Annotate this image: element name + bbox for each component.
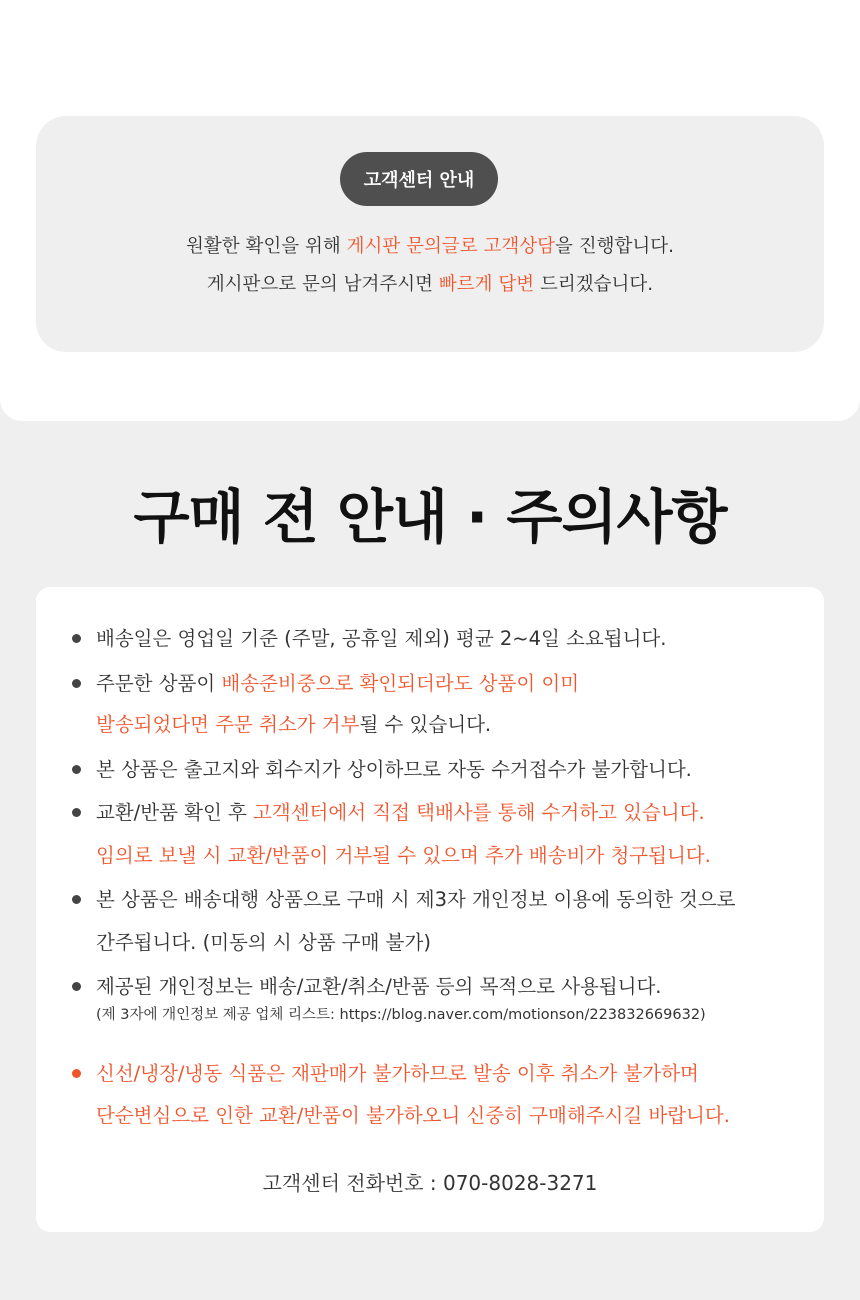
line-text: 을 진행합니다.: [554, 236, 674, 257]
customer-center-line-1: [36, 232, 824, 258]
line-highlight: 고객센터에서 직접 택배사를 통해 수거하고 있습니다.: [253, 801, 705, 824]
notice-item-5-line-2: 간주됩니다. (미동의 시 상품 구매 불가): [96, 931, 431, 954]
bullet-icon: [72, 679, 81, 688]
line-highlight: 배송준비중으로 확인되더라도 상품이 이미: [221, 672, 580, 695]
notice-title: 구매 전 안내 · 주의사항: [133, 483, 727, 551]
line-text: 원활한 확인을 위해: [186, 236, 347, 257]
line-highlight: 빠르게 답변: [438, 274, 535, 295]
notice-item-6-sub: (제 3자에 개인정보 제공 업체 리스트: https://blog.naver.com/motionson/223832669632): [96, 1007, 706, 1023]
notice-item-3: 본 상품은 출고지와 회수지가 상이하므로 자동 수거접수가 불가합니다.: [96, 758, 692, 781]
bullet-icon: [72, 982, 81, 991]
customer-center-phone: 고객센터 전화번호 : 070-8028-3271: [262, 1171, 598, 1195]
notice-item-7-line-1: 신선/냉장/냉동 식품은 재판매가 불가하므로 발송 이후 취소가 불가하며: [96, 1062, 699, 1085]
notice-item-2-line-2: [96, 715, 491, 735]
bullet-icon: [72, 634, 81, 643]
line-text: 주문한 상품이: [96, 672, 222, 695]
line-text: 될 수 있습니다.: [359, 713, 492, 736]
line-highlight: 발송되었다면 주문 취소가 거부: [96, 713, 360, 736]
line-highlight: 게시판 문의글로 고객상담: [346, 236, 555, 257]
notice-item-4-line-2: 임의로 보낼 시 교환/반품이 거부될 수 있으며 추가 배송비가 청구됩니다.: [96, 844, 711, 867]
customer-center-line-2: [36, 270, 824, 296]
line-text: 교환/반품 확인 후: [96, 801, 254, 824]
notice-item-7-line-2: 단순변심으로 인한 교환/반품이 불가하오니 신중히 구매해주시길 바랍니다.: [96, 1104, 730, 1127]
notice-item-1: 배송일은 영업일 기준 (주말, 공휴일 제외) 평균 2~4일 소요됩니다.: [96, 627, 667, 650]
line-text: 드리겠습니다.: [534, 274, 654, 295]
notice-item-4-line-1: [96, 803, 705, 823]
customer-center-badge: 고객센터 안내: [340, 152, 498, 206]
line-text: 게시판으로 문의 남겨주시면: [206, 274, 439, 295]
notice-item-6-line-1: 제공된 개인정보는 배송/교환/취소/반품 등의 목적으로 사용됩니다.: [96, 975, 662, 998]
bullet-icon: [72, 895, 81, 904]
notice-item-5-line-1: 본 상품은 배송대행 상품으로 구매 시 제3자 개인정보 이용에 동의한 것으로: [96, 888, 736, 911]
bullet-icon: [72, 1069, 81, 1078]
bullet-icon: [72, 808, 81, 817]
bullet-icon: [72, 765, 81, 774]
notice-item-2-line-1: [96, 674, 579, 694]
